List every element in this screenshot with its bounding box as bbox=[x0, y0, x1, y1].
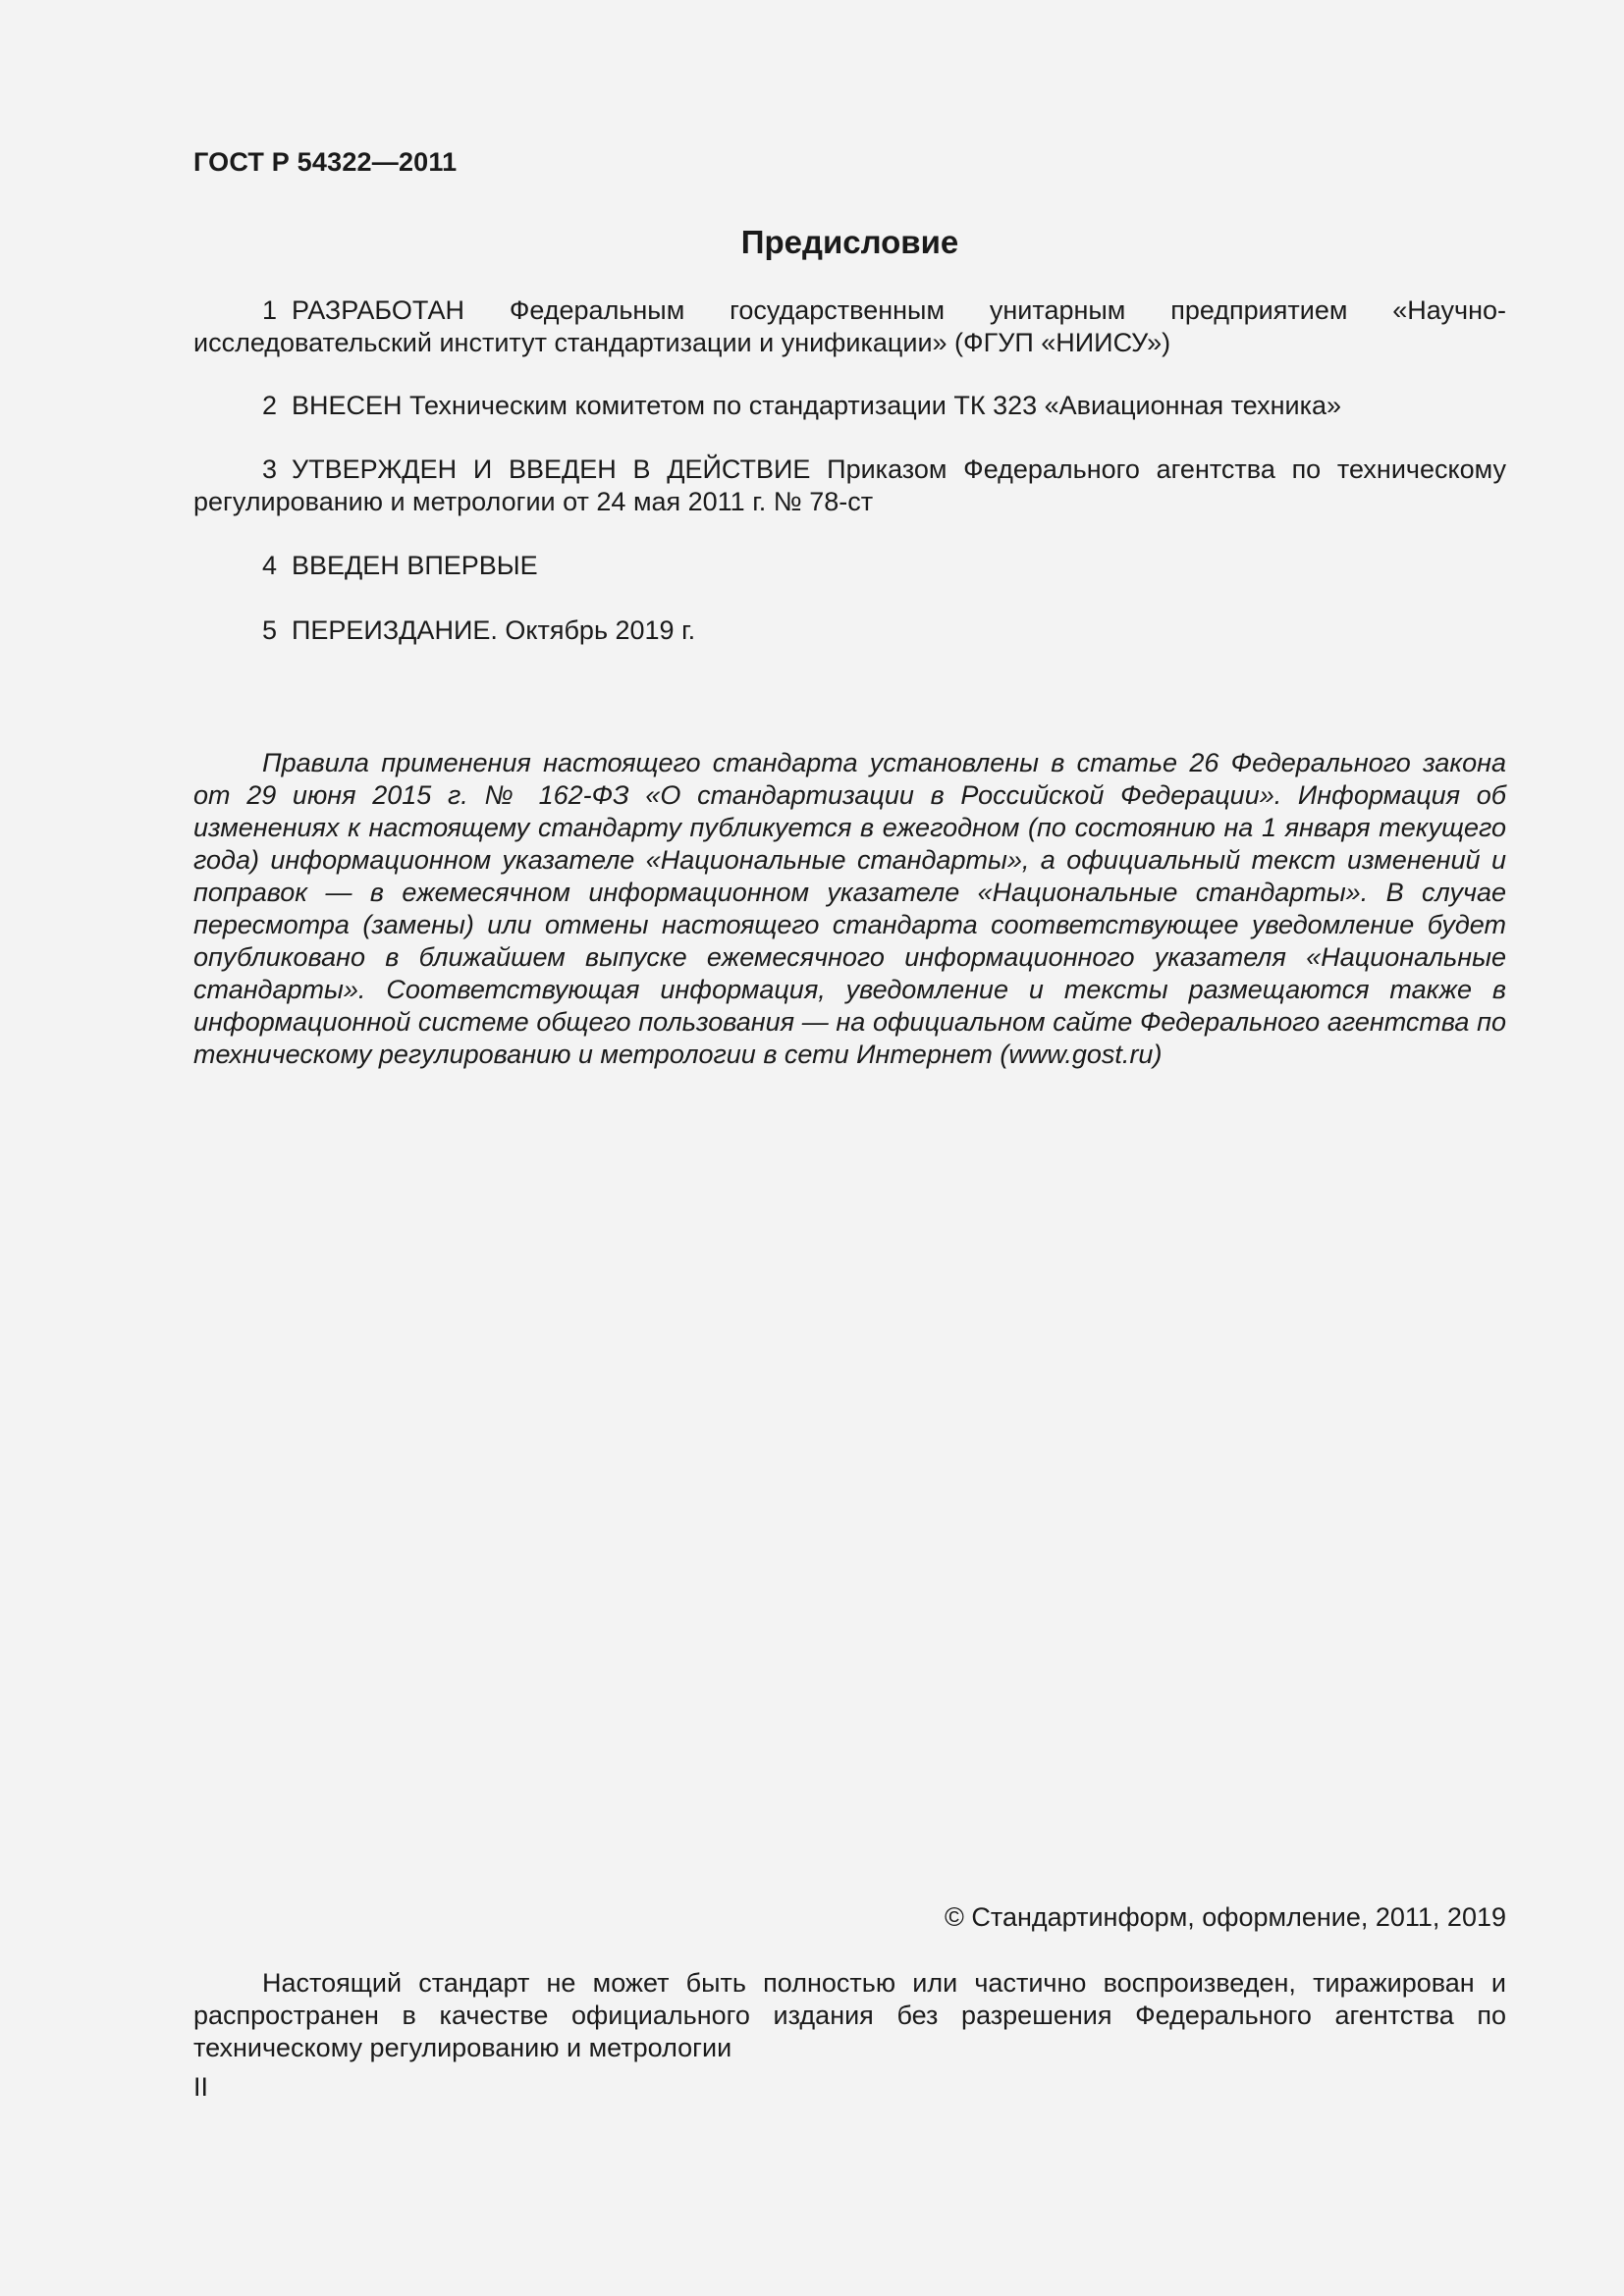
preface-item-4 bbox=[193, 550, 1506, 582]
preface-item-text: ВНЕСЕН Техническим комитетом по стандартизации ТК 323 «Авиационная техника» bbox=[292, 391, 1342, 420]
preface-item-number: 2 bbox=[262, 391, 278, 420]
preface-item-text: ПЕРЕИЗДАНИЕ. Октябрь 2019 г. bbox=[292, 615, 696, 645]
preface-item-number: 5 bbox=[262, 615, 278, 645]
preface-item-number: 3 bbox=[262, 454, 278, 484]
preface-item-text: ВВЕДЕН ВПЕРВЫЕ bbox=[292, 551, 538, 580]
rules-notice: Правила применения настоящего стандарта установлены в статье 26 Федерального закона от 29 июня 2015 г. № 162-ФЗ «О стандартизации в Российской Федерации». Информация об изменениях к настоящему стандарту публикуется в ежегодном (по состоянию на 1 января текущего года) информационном указателе «Национальные стандарты», а официальный текст изменений и поправок — в ежемесячном информационном указателе «Национальные стандарты». В случае пересмотра (замены) или отмены настоящего стандарта соответствующее уведомление будет опубликовано в ближайшем выпуске ежемесячного информационного указателя «Национальные стандарты». Соответствующая информация, уведомление и тексты размещаются также в информационной системе общего пользования — на официальном сайте Федерального агентства по техническому регулированию и метрологии в сети Интернет (www.gost.ru) bbox=[193, 748, 1506, 1069]
standard-code: ГОСТ Р 54322—2011 bbox=[193, 147, 458, 177]
preface-item-number: 1 bbox=[262, 295, 278, 325]
preface-item-text: РАЗРАБОТАН Федеральным государственным унитарным предприятием «Научно-исследовательский институт стандартизации и унификации» (ФГУП «НИИСУ») bbox=[193, 295, 1506, 357]
preface-item-5 bbox=[193, 614, 1506, 647]
preface-item-3 bbox=[193, 454, 1506, 518]
page-number: II bbox=[193, 2072, 209, 2102]
preface-item-text: УТВЕРЖДЕН И ВВЕДЕН В ДЕЙСТВИЕ Приказом Федерального агентства по техническому регулированию и метрологии от 24 мая 2011 г. № 78-ст bbox=[193, 454, 1506, 516]
preface-title: Предисловие bbox=[740, 224, 959, 260]
copyright-line: © Стандартинформ, оформление, 2011, 2019 bbox=[945, 1902, 1506, 1932]
preface-item-number: 4 bbox=[262, 551, 278, 580]
preface-item-1 bbox=[193, 294, 1506, 359]
reproduction-notice: Настоящий стандарт не может быть полностью или частично воспроизведен, тиражирован и распространен в качестве официального издания без разрешения Федерального агентства по техническому регулированию и метрологии bbox=[193, 1968, 1506, 2062]
preface-item-2 bbox=[193, 390, 1506, 422]
